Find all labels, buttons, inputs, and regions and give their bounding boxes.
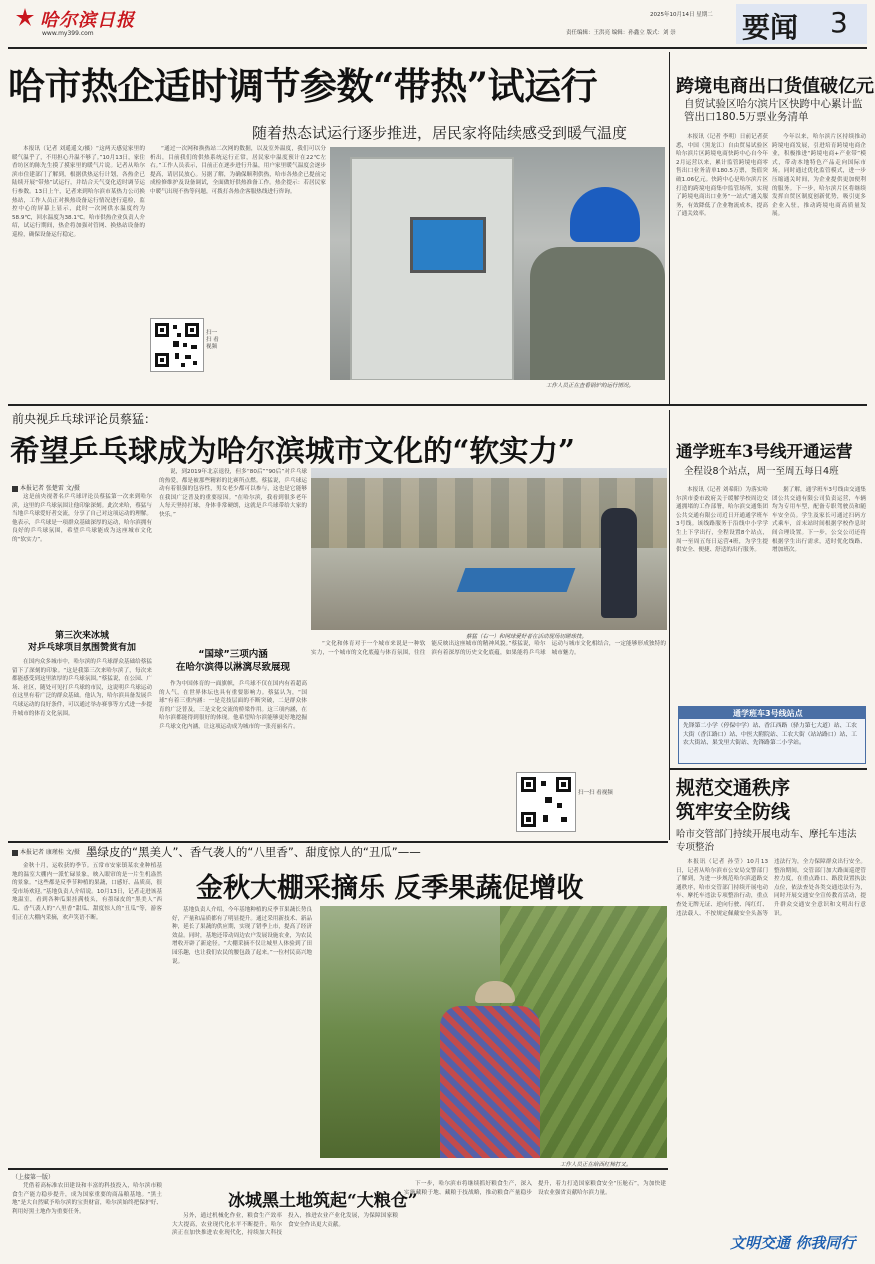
qr-code-icon xyxy=(517,773,575,831)
story1-photo xyxy=(330,147,665,380)
story3-intro xyxy=(12,493,152,627)
story6-body-col2 xyxy=(172,906,312,1166)
story7-byline: （上接第一版） xyxy=(12,1174,55,1181)
station-box xyxy=(678,706,866,764)
story6-kicker: 墨绿皮的“黑美人”、香气袭人的“八里香”、甜度惊人的“丑瓜”—— xyxy=(86,845,421,859)
section-title: 要闻 xyxy=(742,11,799,44)
newspaper-title: 哈尔滨日报 xyxy=(40,10,135,31)
story3-paragraph: 这是前央视著名乒乓球评论员蔡猛第一次来到哈尔滨，这里的乒乓球氛围让他印象深刻。此次来哈，蔡猛与当地乒乓球爱好者交流，分享了自己对这项运动的理解。他表示，乒乓球是一项群众基础深厚的运动，哈尔滨拥有良好的乒乓球氛围，希望乒乓球能成为这座城市文化的“软实力”。 xyxy=(12,494,152,543)
story2-headline: 跨境电商出口货值破亿元 xyxy=(676,76,874,97)
story3-subhead1: 第三次来冰城 对乒乓球项目氛围赞赏有加 xyxy=(27,631,136,653)
story3-paragraph: 说，到2019年北京退役，但多“80后”“90后”对乒乓球的热爱，都是被那些精彩的比赛所点燃。蔡猛说，乒乓球运动有着很强的包容性，男女老少都可以参与，这也是它能够在我国广泛普及的重要原因。“在哈尔滨，我看到很多老年人每天坚持打球，身体非常硬朗，这就是乒乓球带给大家的快乐。” xyxy=(159,469,307,518)
story3-kicker: 前央视乒乓球评论员蔡猛： xyxy=(12,412,157,426)
story3-body-a xyxy=(12,658,152,833)
story1-caption: 工作人员正在查看锅炉的运行情况。 xyxy=(546,383,635,389)
story6-byline xyxy=(12,847,80,856)
farmer-body xyxy=(440,1006,540,1158)
story1-headline: 哈市热企适时调节参数“带热”试运行 xyxy=(8,64,598,108)
player xyxy=(601,508,637,618)
story2-body-col2 xyxy=(772,133,866,401)
story1-qr-code[interactable] xyxy=(150,318,204,372)
story7-body-col2 xyxy=(172,1212,398,1260)
story4-headline: 通学班车3号线开通运营 xyxy=(676,442,853,461)
story7-paragraph: 凭借着高标准农田建设和丰富的科技投入，哈尔滨市粮食生产能力稳步提升，成为国家重要的商品粮基地。“黑土地”是大自然赋予哈尔滨的宝贵财富，哈尔滨始终把保护好、利用好黑土地作为重要任务。 xyxy=(12,1183,162,1215)
story6-byline-text: 本报记者 康瑾桂 文/摄 xyxy=(20,849,80,856)
story3-paragraph: 在国内众多城市中，哈尔滨的乒乓球群众基础给蔡猛留下了深刻的印象。“这是我第三次来哈尔滨了，每次来都能感受到这里浓厚的乒乓球氛围。”蔡猛说，在公园、广场、社区，随处可见打乒乓球的市民，这说明乒乓球运动在这里有着广泛的群众基础。他认为，哈尔滨具备发展乒乓球运动的良好条件，可以通过举办赛事等方式进一步提升城市的体育文化氛围。 xyxy=(12,659,152,717)
story7-body-col1 xyxy=(12,1182,162,1260)
story3-headline: 希望乒乓球成为哈尔滨城市文化的“软实力” xyxy=(10,433,575,468)
story3-subhead2: “国球”三项内涵 在哈尔滨得以淋漓尽致展现 xyxy=(175,649,290,673)
date-line: 2025年10月14日 星期二 xyxy=(650,12,713,18)
story2-subhead: 自贸试验区哈尔滨片区快跨中心累计监管出口180.5万票业务清单 xyxy=(684,98,863,123)
page-number: 3 xyxy=(830,6,848,39)
story5-headline: 规范交通秩序 筑牢安全防线 xyxy=(676,777,791,823)
story3-byline-text: 本报记者 张楚雷 文/摄 xyxy=(20,485,80,492)
story1-paragraph: “通过一次网和换热站二次网的数据，以及室外温度，我们可以分析出，目前我们的供热系统运行正常，居民家中温度预计在22℃左右。”工作人员表示，目前正在逐步进行升温，用户家里暖气温度会逐步提高，请居民放心。另据了解，为确保顺利供热，哈市各热企已提前完成检修维护及设备调试，全面做好供热准备工作。热企提示：若居民家中暖气出现不热等问题，可拨打各热企客服热线进行咨询。 xyxy=(150,146,326,195)
story7-body-col3 xyxy=(404,1180,666,1260)
website-url: www.my399.com xyxy=(42,30,94,37)
story3-photo xyxy=(311,468,667,630)
story2-body-col1 xyxy=(676,133,768,401)
worker-body xyxy=(530,247,665,380)
masthead xyxy=(0,0,875,50)
story6-photo xyxy=(320,906,667,1158)
story4-body-col2 xyxy=(772,486,866,701)
story1-subhead: 随着热态试运行逐步推进，居民家将陆续感受到暖气温度 xyxy=(252,124,628,142)
story1-scan-label: 扫一扫 看视频 xyxy=(206,330,219,350)
story3-qr-code[interactable] xyxy=(516,772,576,832)
story3-body-b xyxy=(159,468,307,646)
byline-marker-icon xyxy=(12,850,18,856)
story5-slogan: 文明交通 你我同行 xyxy=(730,1234,856,1252)
newspaper-logo-icon xyxy=(14,6,36,28)
story4-paragraph: 本报讯（记者 刘希阳）为落实哈尔滨市委市政府关于缓解学校周边交通拥堵的工作部署，哈尔滨交通集团公共交通有限公司近日开通通学班车3号线。该线路服务于沿线中小学学生上下学出行，全程设置8个站点，周一至周五每日运营4班，为学生提供安全、便捷、舒适的出行服务。 xyxy=(676,487,768,554)
editor-line: 责任编辑：王洪亮 编辑：孙鑫立 版式：刘 崇 xyxy=(566,30,676,36)
story6-paragraph: 金秋十月，运收获的季节。五常市安家镇某农业种植基地的温室大棚内一派忙碌景象，映入眼帘的是一片生机盎然的景象。“这些都是反季节种植的果蔬，口感好、品质高，很受市场欢迎。”基地负责人介绍说。10月13日，记者走进该基地温室，看到各种瓜果挂满枝头，有墨绿皮的“黑美人”西瓜、香气袭人的“八里香”甜瓜、甜度惊人的“丑瓜”等，游客们正在大棚内采摘，欢声笑语不断。 xyxy=(12,863,162,921)
qr-code-icon xyxy=(151,319,203,371)
story7-paragraph: 下一步，哈尔滨市将继续抓好粮食生产，深入实施藏粮于地、藏粮于技战略，推动粮食产量稳步提升，着力打造国家粮食安全“压舱石”，为加快建设农业强省贡献哈尔滨力量。 xyxy=(404,1181,666,1196)
story3-scan-label: 扫一扫 看视频 xyxy=(578,790,613,796)
story3-paragraph: “文化和体育对于一个城市来说是一种软实力，一个城市的文化底蕴与体育氛围，往往能反映出这座城市的精神风貌。”蔡猛说，哈尔滨有着深厚的历史文化底蕴，如果能将乒乓球运动与城市文化相结合，一定能够形成独特的城市魅力。 xyxy=(311,641,666,656)
story5-body xyxy=(676,858,866,1218)
story6-caption: 工作人员正在给西红柿打叉。 xyxy=(560,1162,632,1168)
story2-paragraph: 今年以来，哈尔滨片区持续推动跨境电商发展，引进培育跨境电商企业，积极推进“跨境电商+产业带”模式，带动本地特色产品走向国际市场。同时通过优化监管模式，进一步压缩通关时间，为企业提供更加便利的服务。下一步，哈尔滨片区将继续发挥自贸区制度创新优势，吸引更多企业入驻，推动跨境电商高质量发展。 xyxy=(772,134,866,218)
story7-paragraph: 另外，通过机械化作业，粮食生产效率大大提高，农业现代化水平不断提升。哈尔滨正在加快推进农业现代化，持续加大科技投入，推进农业产业化发展，为保障国家粮食安全作出更大贡献。 xyxy=(172,1213,398,1237)
story3-caption: 蔡猛（右一）和网球爱好者在活动现场切磋球技。 xyxy=(466,634,588,640)
story3-paragraph: 作为中国体育的一面旗帜，乒乓球不仅在国内有着超高的人气，在世界体坛也具有重要影响力。蔡猛认为，“国球”有着三重内涵：一是竞技层面的不断突破，二是群众体育的广泛普及，三是文化交流的桥梁作用。这三项内涵，在哈尔滨都能得到很好的体现。他希望哈尔滨能够更好地挖掘乒乓球文化内涵，让这项运动成为城市的一张亮丽名片。 xyxy=(159,681,307,730)
byline-marker-icon xyxy=(12,486,18,492)
story5-paragraph: 本报讯（记者 孙莹）10月13日，记者从哈尔滨市公安局交警部门了解到，为进一步规范哈尔滨道路交通秩序，哈市交管部门持续开展电动车、摩托车违法专项整治行动，重点查处无牌无证、逆向行驶、闯红灯、违法载人、不按规定佩戴安全头盔等违法行为，全力保障群众出行安全。整治期间，交管部门加大路面巡逻管控力度，在重点路口、路段设置执法点位，依法查处各类交通违法行为，同时开展交通安全宣传教育活动，提升群众交通安全意识和文明出行意识。 xyxy=(676,859,866,917)
story3-body-d xyxy=(311,640,666,742)
story4-body-col1 xyxy=(676,486,768,701)
story2-paragraph: 本报讯（记者 李明）日前记者获悉，中国（黑龙江）自由贸易试验区哈尔滨片区跨境电商快跨中心自今年2月运营以来，累计监管跨境电商零售出口业务清单180.5万票，货值突破1.06亿元。快跨中心是哈尔滨片区打造的跨境电商集中监管场所，实现了跨境电商出口业务“一站式”通关服务，有效降低了企业物流成本，提高了通关效率。 xyxy=(676,134,768,218)
story1-paragraph: 本报讯（记者 刘遥遥文/摄）“这两天感觉家里的暖气温乎了，不用担心升温不够了。”10月13日，家住香坊区的陈先生摸了摸家里的暖气片说。记者从哈尔滨市住建部门了解到，根据供热运行计划，各热企已陆续开展“带热”试运行，并结合天气变化适时调节运行参数。13日上午，记者来到哈尔滨市某热力公司换热站，工作人员正对换热设备运行情况进行巡检，监控中心的屏幕上显示，此时一次网供水温度约为58.9℃，回水温度为38.1℃。哈市供热企业负责人介绍，试运行期间，热企将加强对管网、换热站设备的巡检，确保设备运行稳定。 xyxy=(12,146,145,238)
station-box-text: 先锋第二小学（停保中学）站、香江西路（驿力第七大道）站、工农大街（香江路口）站、中医大附院站、工农大街（站站路口）站、工农大街站、果戈里大街站、先锋路第二小学站。 xyxy=(683,723,857,746)
story7-headline: 冰城黑土地筑起“大粮仓” xyxy=(228,1191,418,1211)
station-box-title: 通学班车3号线站点 xyxy=(733,709,803,718)
story3-body-c xyxy=(159,680,307,835)
story4-subhead: 全程设8个站点，周一至周五每日4班 xyxy=(684,466,839,477)
worker-helmet xyxy=(570,187,640,242)
story6-paragraph: 基地负责人介绍，今年基地种植的反季节果蔬长势良好，产量和品质都有了明显提升。通过采用新技术、新品种，延长了果蔬的供应期，实现了错季上市，提高了经济效益。同时，基地还带动周边农户发展设施农业，为农民增收开辟了新途径。“大棚采摘不仅让城里人体验到了田园乐趣，也让我们农民的腰包鼓了起来。”一位村民高兴地说。 xyxy=(172,907,312,965)
pingpong-table xyxy=(457,568,576,592)
monitor-screen xyxy=(410,217,486,273)
story6-body-col1 xyxy=(12,862,162,1167)
story4-paragraph: 据了解，通学班车3号线由交通集团公共交通有限公司负责运营，车辆均为专用车型，配备专职驾驶员和随车安全员。学生及家长可通过扫码方式乘车，首末站时间根据学校作息时间合理设置。下一步，公交公司还将根据学生出行需求，适时优化线路、增加班次。 xyxy=(772,487,866,554)
story3-byline xyxy=(12,483,80,492)
story6-headline: 金秋大棚采摘乐 反季果蔬促增收 xyxy=(196,873,584,904)
story5-subhead: 哈市交管部门持续开展电动车、摩托车违法专项整治 xyxy=(676,829,857,853)
